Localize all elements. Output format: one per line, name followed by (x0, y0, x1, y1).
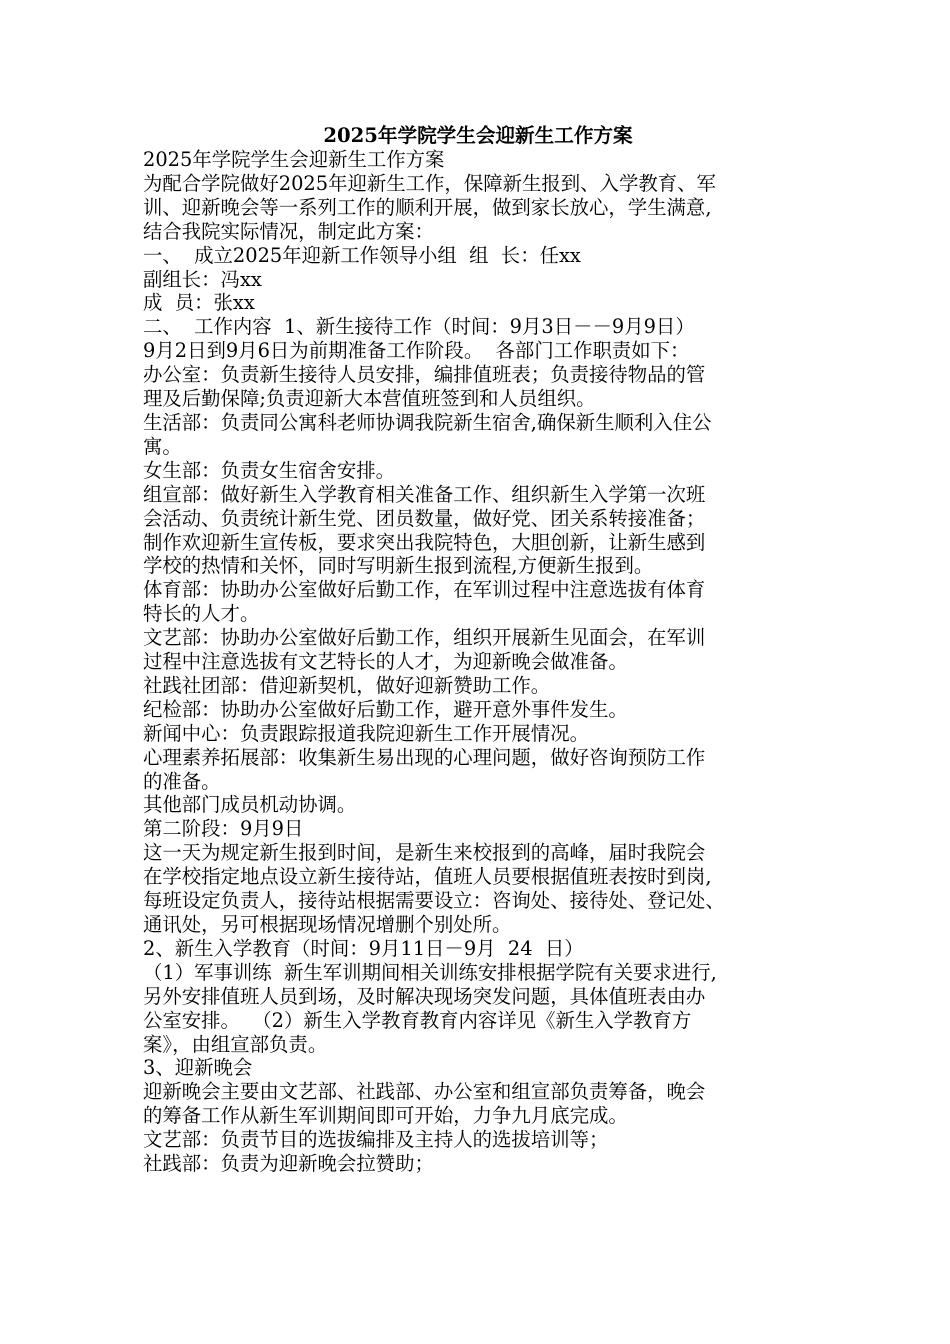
body-line: 一、 成立2025年迎新工作领导小组 组 长：任xx (143, 243, 581, 267)
body-line: 特长的人才。 (143, 602, 260, 626)
body-line: 文艺部：负责节目的选拔编排及主持人的选拔培训等； (143, 1128, 609, 1152)
body-line: 过程中注意选拔有文艺特长的人才，为迎新晚会做准备。 (143, 650, 628, 674)
body-line: 另外安排值班人员到场，及时解决现场突发问题，具体值班表由办 (143, 984, 706, 1008)
body-line: 案》，由组宣部负责。 (143, 1032, 328, 1056)
body-line: 第二阶段：9月9日 (143, 817, 304, 841)
body-line: 心理素养拓展部：收集新生易出现的心理问题，做好咨询预防工作 (143, 745, 706, 769)
document-page (143, 124, 813, 1176)
body-line: 2025年学院学生会迎新生工作方案 (143, 148, 445, 171)
body-line: 每班设定负责人，接待站根据需要设立：咨询处、接待处、登记处、 (143, 889, 725, 913)
body-line: 在学校指定地点设立新生接待站，值班人员要根据值班表按时到岗, (143, 865, 712, 889)
body-line: 寓。 (143, 434, 182, 458)
body-line: 2、新生入学教育（时间：9月11日－9月 24 日） (143, 936, 584, 960)
body-line: 新闻中心：负责跟踪报道我院迎新生工作开展情况。 (143, 721, 589, 745)
body-line: 学校的热情和关怀，同时写明新生报到流程,方便新生报到。 (143, 554, 654, 578)
body-line: 办公室：负责新生接待人员安排，编排值班表；负责接待物品的管 (143, 363, 706, 387)
body-line: 制作欢迎新生宣传板，要求突出我院特色，大胆创新，让新生感到 (143, 530, 706, 554)
body-line: 其他部门成员机动协调。 (143, 793, 357, 817)
body-line: 社践社团部：借迎新契机，做好迎新赞助工作。 (143, 673, 551, 697)
body-line: 训、迎新晚会等一系列工作的顺利开展，做到家长放心，学生满意, (143, 195, 712, 219)
body-line: 组宣部：做好新生入学教育相关准备工作、组织新生入学第一次班 (143, 482, 706, 506)
body-line: 通讯处，另可根据现场情况增删个别处所。 (143, 913, 512, 936)
body-line: 文艺部：协助办公室做好后勤工作，组织开展新生见面会，在军训 (143, 626, 706, 650)
body-line: 的筹备工作从新生军训期间即可开始，力争九月底完成。 (143, 1104, 628, 1128)
body-line: 公室安排。 （2）新生入学教育教育内容详见《新生入学教育方 (143, 1008, 692, 1032)
body-line: 3、迎新晚会 (143, 1056, 253, 1080)
body-line: 9月2日到9月6日为前期准备工作阶段。 各部门工作职责如下： (143, 339, 690, 363)
body-line: 的准备。 (143, 769, 221, 793)
body-line: 女生部：负责女生宿舍安排。 (143, 458, 396, 482)
body-line: 副组长：冯xx (143, 267, 262, 291)
document-body (143, 148, 813, 1176)
document-title: 2025年学院学生会迎新生工作方案 (323, 124, 633, 147)
body-line: 理及后勤保障;负责迎新大本营值班签到和人员组织。 (143, 387, 596, 411)
body-line: 体育部：协助办公室做好后勤工作，在军训过程中注意选拔有体育 (143, 578, 706, 602)
body-line: 二、 工作内容 1、新生接待工作（时间：9月3日－－9月9日） (143, 315, 695, 339)
body-line: 成 员：张xx (143, 291, 255, 315)
body-line: 结合我院实际情况，制定此方案： (143, 219, 434, 243)
body-line: 会活动、负责统计新生党、团员数量，做好党、团关系转接准备； (143, 506, 706, 530)
body-line: 这一天为规定新生报到时间，是新生来校报到的高峰，届时我院会 (143, 841, 706, 865)
body-line: 迎新晚会主要由文艺部、社践部、办公室和组宣部负责筹备，晚会 (143, 1080, 706, 1104)
body-line: 纪检部：协助办公室做好后勤工作，避开意外事件发生。 (143, 697, 628, 721)
body-line: 社践部：负责为迎新晚会拉赞助； (143, 1152, 434, 1176)
body-line: 为配合学院做好2025年迎新生工作，保障新生报到、入学教育、军 (143, 171, 716, 195)
body-line: （1）军事训练 新生军训期间相关训练安排根据学院有关要求进行, (143, 960, 717, 984)
body-line: 生活部：负责同公寓科老师协调我院新生宿舍,确保新生顺利入住公 (143, 410, 712, 434)
